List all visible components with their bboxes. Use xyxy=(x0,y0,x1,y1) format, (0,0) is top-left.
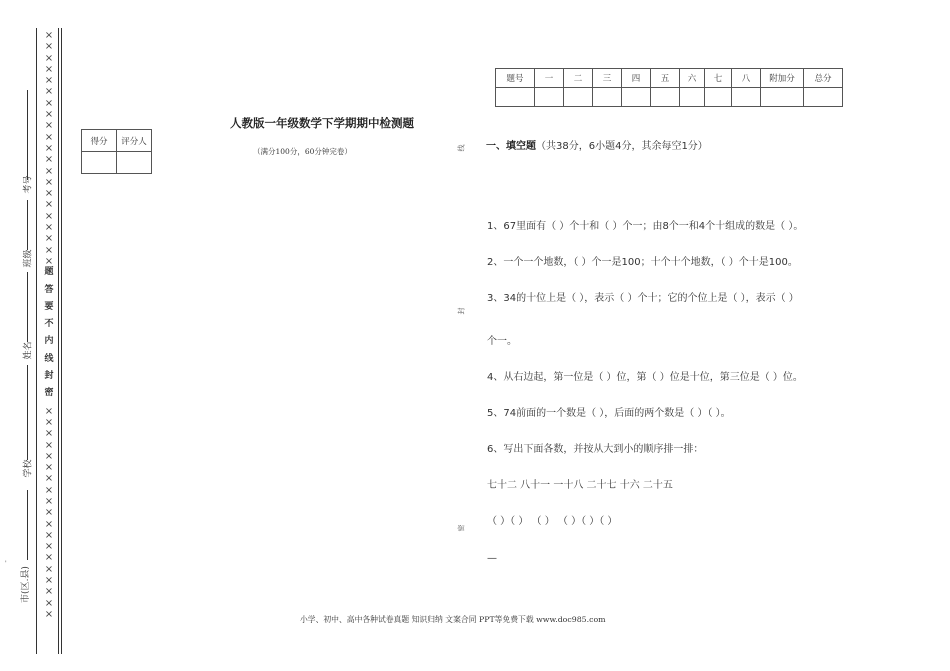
binding-line-right-1 xyxy=(58,28,59,654)
section-title: 一、填空题 xyxy=(486,141,536,152)
binding-line-right-2 xyxy=(61,28,62,654)
binding-cross-mark: × xyxy=(44,255,54,267)
score-table-cell[interactable] xyxy=(564,88,593,107)
binding-cross-mark: × xyxy=(44,142,54,154)
binding-line-left xyxy=(36,28,37,654)
binding-cross-mark: × xyxy=(44,109,54,121)
binding-cross-mark: × xyxy=(44,30,54,41)
binding-cross-mark: × xyxy=(44,439,54,451)
score-table xyxy=(495,68,843,107)
question-4: 4、从右边起，第一位是（ ）位，第（ ）位是十位，第三位是（ ）位。 xyxy=(487,372,803,383)
seal-char: 题 xyxy=(44,267,54,278)
score-table-header: 七 xyxy=(705,69,732,88)
score-table-header: 三 xyxy=(593,69,622,88)
binding-cross-mark: × xyxy=(44,428,54,440)
score-table-header: 一 xyxy=(535,69,564,88)
seal-char: 密 xyxy=(44,388,54,399)
question-6-numbers: 七十二 八十一 一十八 二十七 十六 二十五 xyxy=(487,480,673,491)
binding-cross-mark: × xyxy=(44,188,54,200)
score-table-cell[interactable] xyxy=(593,88,622,107)
grade-box-score-header: 得分 xyxy=(82,130,117,152)
page-title: 人教版一年级数学下学期期中检测题 xyxy=(230,116,414,130)
question-2: 2、一个一个地数，（ ）个一是100；十个十个地数，（ ）个十是100。 xyxy=(487,257,798,268)
binding-cross-mark: × xyxy=(44,507,54,519)
score-table-cell[interactable] xyxy=(496,88,535,107)
answer-line-dash: — xyxy=(487,553,497,564)
question-5: 5、74前面的一个数是（ ），后面的两个数是（ ）（ ）。 xyxy=(487,408,731,419)
side-char-seal: 封 xyxy=(457,307,466,315)
seal-char: 内 xyxy=(44,336,54,347)
page-subtitle: （满分100分，60分钟完卷） xyxy=(253,147,352,156)
score-table-cell[interactable] xyxy=(761,88,804,107)
seal-char: 封 xyxy=(44,371,54,382)
binding-cross-mark: × xyxy=(44,529,54,541)
score-table-cell[interactable] xyxy=(680,88,705,107)
question-6: 6、写出下面各数，并按从大到小的顺序排一排： xyxy=(487,444,704,455)
section-heading xyxy=(486,137,708,152)
city-label: 市(区.县) xyxy=(20,566,31,603)
exam-no-underline xyxy=(27,90,28,180)
name-underline xyxy=(27,272,28,342)
exam-no-label: 考号 xyxy=(23,175,34,194)
grade-box-grader-cell[interactable] xyxy=(117,152,152,174)
binding-cross-mark: × xyxy=(44,154,54,166)
binding-cross-mark: × xyxy=(44,97,54,109)
binding-cross-mark: × xyxy=(44,75,54,87)
binding-cross-mark: × xyxy=(44,484,54,496)
class-underline xyxy=(27,200,28,250)
score-table-header: 附加分 xyxy=(761,69,804,88)
binding-cross-mark: × xyxy=(44,597,54,609)
binding-cross-mark: × xyxy=(44,176,54,188)
seal-char: 答 xyxy=(44,284,54,295)
binding-cross-mark: × xyxy=(44,518,54,530)
score-table-header: 二 xyxy=(564,69,593,88)
binding-cross-mark: × xyxy=(44,41,54,53)
score-table-cell[interactable] xyxy=(651,88,680,107)
seal-char: 线 xyxy=(44,353,54,364)
question-3: 3、34的十位上是（ ），表示（ ）个十；它的个位上是（ ），表示（ ） xyxy=(487,293,799,304)
binding-cross-mark: × xyxy=(44,86,54,98)
binding-cross-mark: × xyxy=(44,450,54,462)
score-table-header: 六 xyxy=(680,69,705,88)
binding-cross-mark: × xyxy=(44,165,54,177)
binding-cross-mark: × xyxy=(44,222,54,234)
binding-cross-mark: × xyxy=(44,52,54,64)
binding-cross-mark: × xyxy=(44,244,54,256)
score-table-cell[interactable] xyxy=(622,88,651,107)
binding-cross-column xyxy=(42,30,56,652)
seal-char: 要 xyxy=(44,301,54,312)
binding-cross-mark: × xyxy=(44,495,54,507)
binding-tiny-mark: ' xyxy=(5,560,7,567)
binding-cross-mark: × xyxy=(44,586,54,598)
class-label: 班级 xyxy=(23,249,34,268)
footer-text: 小学、初中、高中各种试卷真题 知识归纳 文案合同 PPT等免费下载 www.doc985.com xyxy=(300,615,606,624)
binding-cross-mark: × xyxy=(44,120,54,132)
seal-char: 不 xyxy=(44,319,54,330)
binding-cross-mark: × xyxy=(44,233,54,245)
score-table-cell[interactable] xyxy=(535,88,564,107)
binding-cross-mark: × xyxy=(44,541,54,553)
question-6-answer-blanks: （ ）（ ） （ ） （ ）（ ）（ ） xyxy=(487,516,618,527)
binding-cross-mark: × xyxy=(44,131,54,143)
binding-cross-mark: × xyxy=(44,473,54,485)
score-table-cell[interactable] xyxy=(804,88,843,107)
score-table-header: 四 xyxy=(622,69,651,88)
school-label: 学校 xyxy=(23,459,34,478)
binding-cross-mark: × xyxy=(44,563,54,575)
school-underline xyxy=(27,365,28,460)
score-table-header: 八 xyxy=(732,69,761,88)
binding-cross-mark: × xyxy=(44,462,54,474)
grade-box-score-cell[interactable] xyxy=(82,152,117,174)
binding-cross-mark: × xyxy=(44,199,54,211)
binding-cross-mark: × xyxy=(44,210,54,222)
binding-cross-mark: × xyxy=(44,552,54,564)
score-table-header: 总分 xyxy=(804,69,843,88)
question-1: 1、67里面有（ ）个十和（ ）个一；由8个一和4个十组成的数是（ ）。 xyxy=(487,221,804,232)
score-table-cell[interactable] xyxy=(705,88,732,107)
city-underline xyxy=(27,490,28,560)
score-table-header: 题号 xyxy=(496,69,535,88)
grade-box xyxy=(81,129,152,174)
binding-cross-mark: × xyxy=(44,63,54,75)
binding-cross-mark: × xyxy=(44,405,54,417)
score-table-header: 五 xyxy=(651,69,680,88)
question-3-continued: 个一。 xyxy=(487,336,517,347)
grade-box-grader-header: 评分人 xyxy=(117,130,152,152)
section-note: （共38分，6小题4分，其余每空1分） xyxy=(536,141,708,152)
score-table-cell[interactable] xyxy=(732,88,761,107)
binding-cross-mark: × xyxy=(44,416,54,428)
binding-cross-mark: × xyxy=(44,608,54,620)
binding-cross-mark: × xyxy=(44,575,54,587)
side-char-line: 线 xyxy=(457,144,466,152)
side-char-secret: 密 xyxy=(457,524,466,532)
name-label: 姓名 xyxy=(23,341,34,360)
